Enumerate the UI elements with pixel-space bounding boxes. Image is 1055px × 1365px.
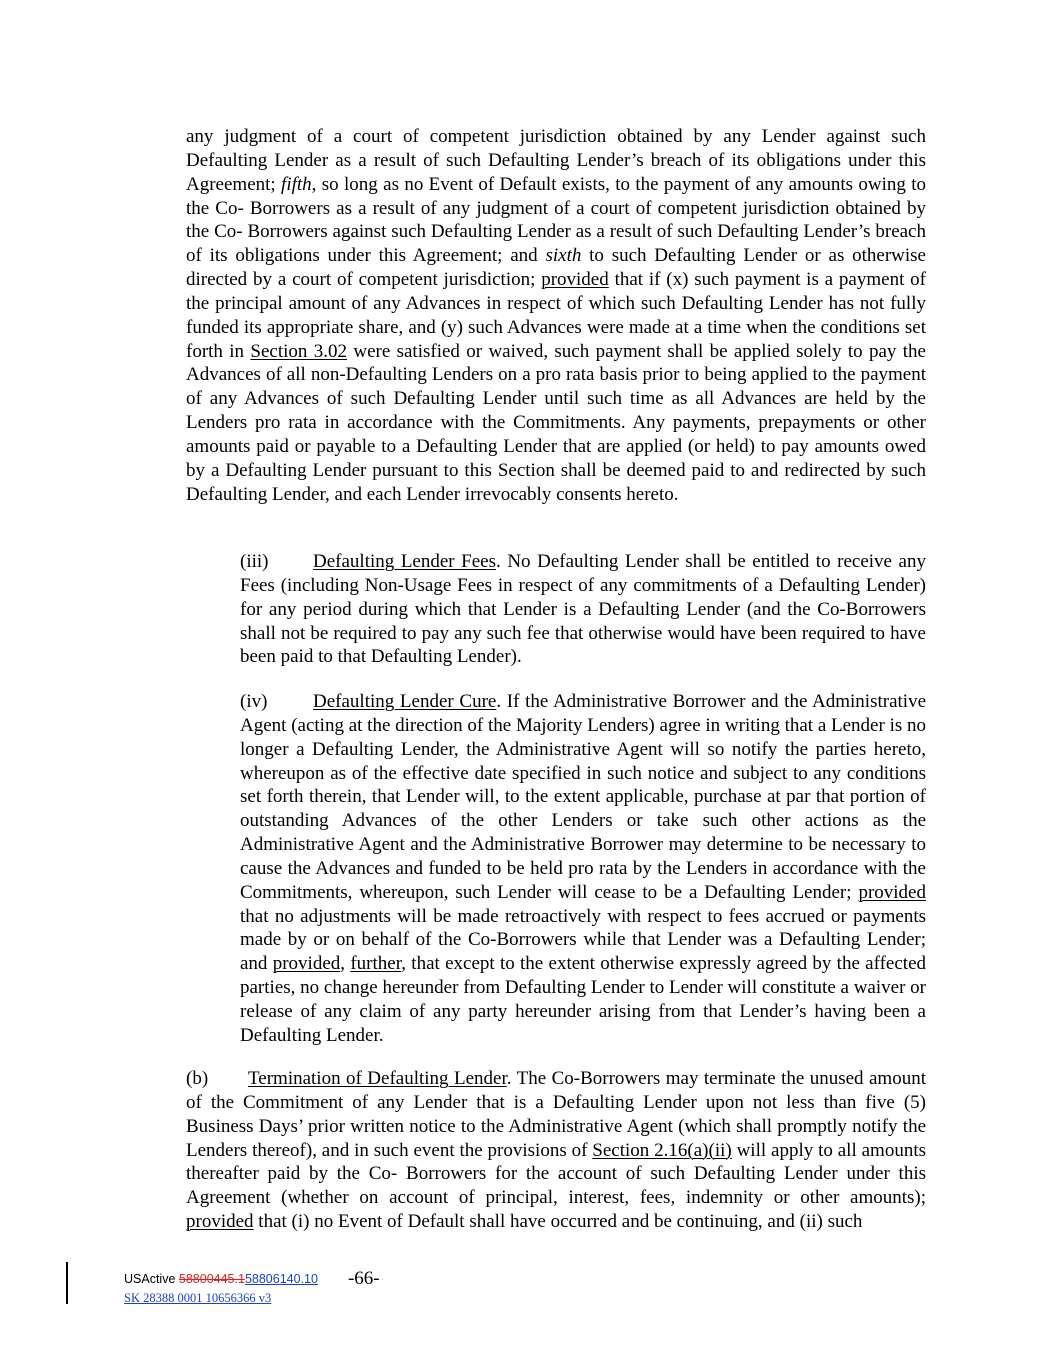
text-run: any judgment of a court of competent jurisdiction obtained by any Lender against such Defaulting Lender as a result of such Defaulting Lender’s breach of its obligations under this Agreement; [186,126,926,195]
footer-id-line [124,1267,380,1289]
provided-term: provided [186,1211,254,1233]
item-label: (iii) [240,551,269,572]
ordinal-fifth: fifth [281,173,312,195]
text-run: , so long as no Event of Default exists, to the payment of any amounts owing to the Co- Borrowers as a result of any judgment of a court of competent jurisdiction obtained by the Co- Borrowers against such Defaulting Lender as a result of such Defaulting Lender’s breach of its obligations under this Agreement; and [186,173,927,267]
text-run: , that except to the extent otherwise expressly agreed by the affected parties, no change hereunder from Defaulting Lender to Lender will constitute a waiver or release of any claim of any party hereunder arising from that Lender’s having been a Defaulting Lender. [240,953,926,1046]
item-label: (b) [186,1068,209,1089]
page-number: -66- [347,1268,380,1289]
item-heading: Termination of Defaulting Lender [248,1068,507,1089]
text-run: that if (x) such payment is a payment of the principal amount of any Advances in respect of which such Defaulting Lender has not fully funded its appropriate share, and (y) such Advances were made at a time when the conditions set forth in [186,269,927,362]
further-term: further [350,953,402,975]
continuation-paragraph [186,125,926,507]
text-run: were satisfied or waived, such payment shall be applied solely to pay the Advances of all non-Defaulting Lenders on a pro rata basis prior to being applied to the payment of any Advances of such Defaulting Lender until such time as all Advances are held by the Lenders pro rata in accordance with the Commitments. Any payments, prepayments or other amounts paid or payable to a Defaulting Lender that are applied (or held) to pay amounts owed by a Defaulting Lender pursuant to this Section shall be deemed paid to and redirected by such Defaulting Lender, and each Lender irrevocably consents hereto. [186,340,926,505]
deleted-document-id: 58800445.1 [178,1272,245,1286]
paragraph-b [124,1067,926,1234]
inserted-document-id: 58806140.10 [244,1272,318,1286]
item-heading: Defaulting Lender Cure [313,691,497,712]
text-run: that no adjustments will be made retroactively with respect to fees accrued or payments made by or on behalf of the Co-Borrowers while that Lender was a Defaulting Lender; and [240,905,926,975]
footer-prefix: USActive [124,1272,179,1286]
text-run: to such Defaulting Lender or as otherwise directed by a court of competent jurisdiction; [186,245,926,291]
text-run: that (i) no Event of Default shall have occurred and be continuing, and (ii) such [253,1211,863,1233]
footer-doc-id: SK 28388 0001 10656366 v3 [124,1291,272,1305]
change-bar [66,1262,68,1304]
provided-term: provided [858,881,926,903]
text-run: , [340,953,351,975]
ordinal-sixth: sixth [545,245,582,267]
text-run: . No Defaulting Lender shall be entitled to receive any Fees (including Non-Usage Fees in respect of any commitments of a Defaulting Lender) for any period during which that Lender is a Defaulting Lender (and the Co-Borrowers shall not be required to pay any such fee that otherwise would have been required to have been paid to that Defaulting Lender). [240,551,926,668]
paragraph-iii [186,550,926,669]
text-run: . The Co-Borrowers may terminate the unused amount of the Commitment of any Lender that is a Defaulting Lender upon not less than five (5) Business Days’ prior written notice to the Administrative Agent (which shall promptly notify the Lenders thereof), and in such event the provisions of [186,1068,926,1161]
item-label: (iv) [240,691,268,712]
text-run: will apply to all amounts thereafter paid by the Co- Borrowers for the account of such Defaulting Lender under this Agreement (whether on account of principal, interest, fees, indemnity or other amounts); [186,1139,926,1209]
provided-term: provided [541,269,609,291]
text-run: . If the Administrative Borrower and the Administrative Agent (acting at the direction of the Majority Lenders) agree in writing that a Lender is no longer a Defaulting Lender, the Administrative Agent will so notify the parties hereto, whereupon as of the effective date specified in such notice and subject to any conditions set forth therein, that Lender will, to the extent applicable, purchase at par that portion of outstanding Advances of the other Lenders or take such other actions as the Administrative Agent and the Administrative Borrower may determine to be necessary to cause the Advances and funded to be held pro rata by the Lenders in accordance with the Commitments, whereupon, such Lender will cease to be a Defaulting Lender; [240,691,927,903]
section-reference: Section 2.16(a)(ii) [592,1139,732,1161]
item-heading: Defaulting Lender Fees [313,551,497,572]
page-footer [124,1267,380,1306]
paragraph-iv [186,690,926,1048]
provided-term: provided [272,953,341,975]
section-reference: Section 3.02 [250,340,347,362]
